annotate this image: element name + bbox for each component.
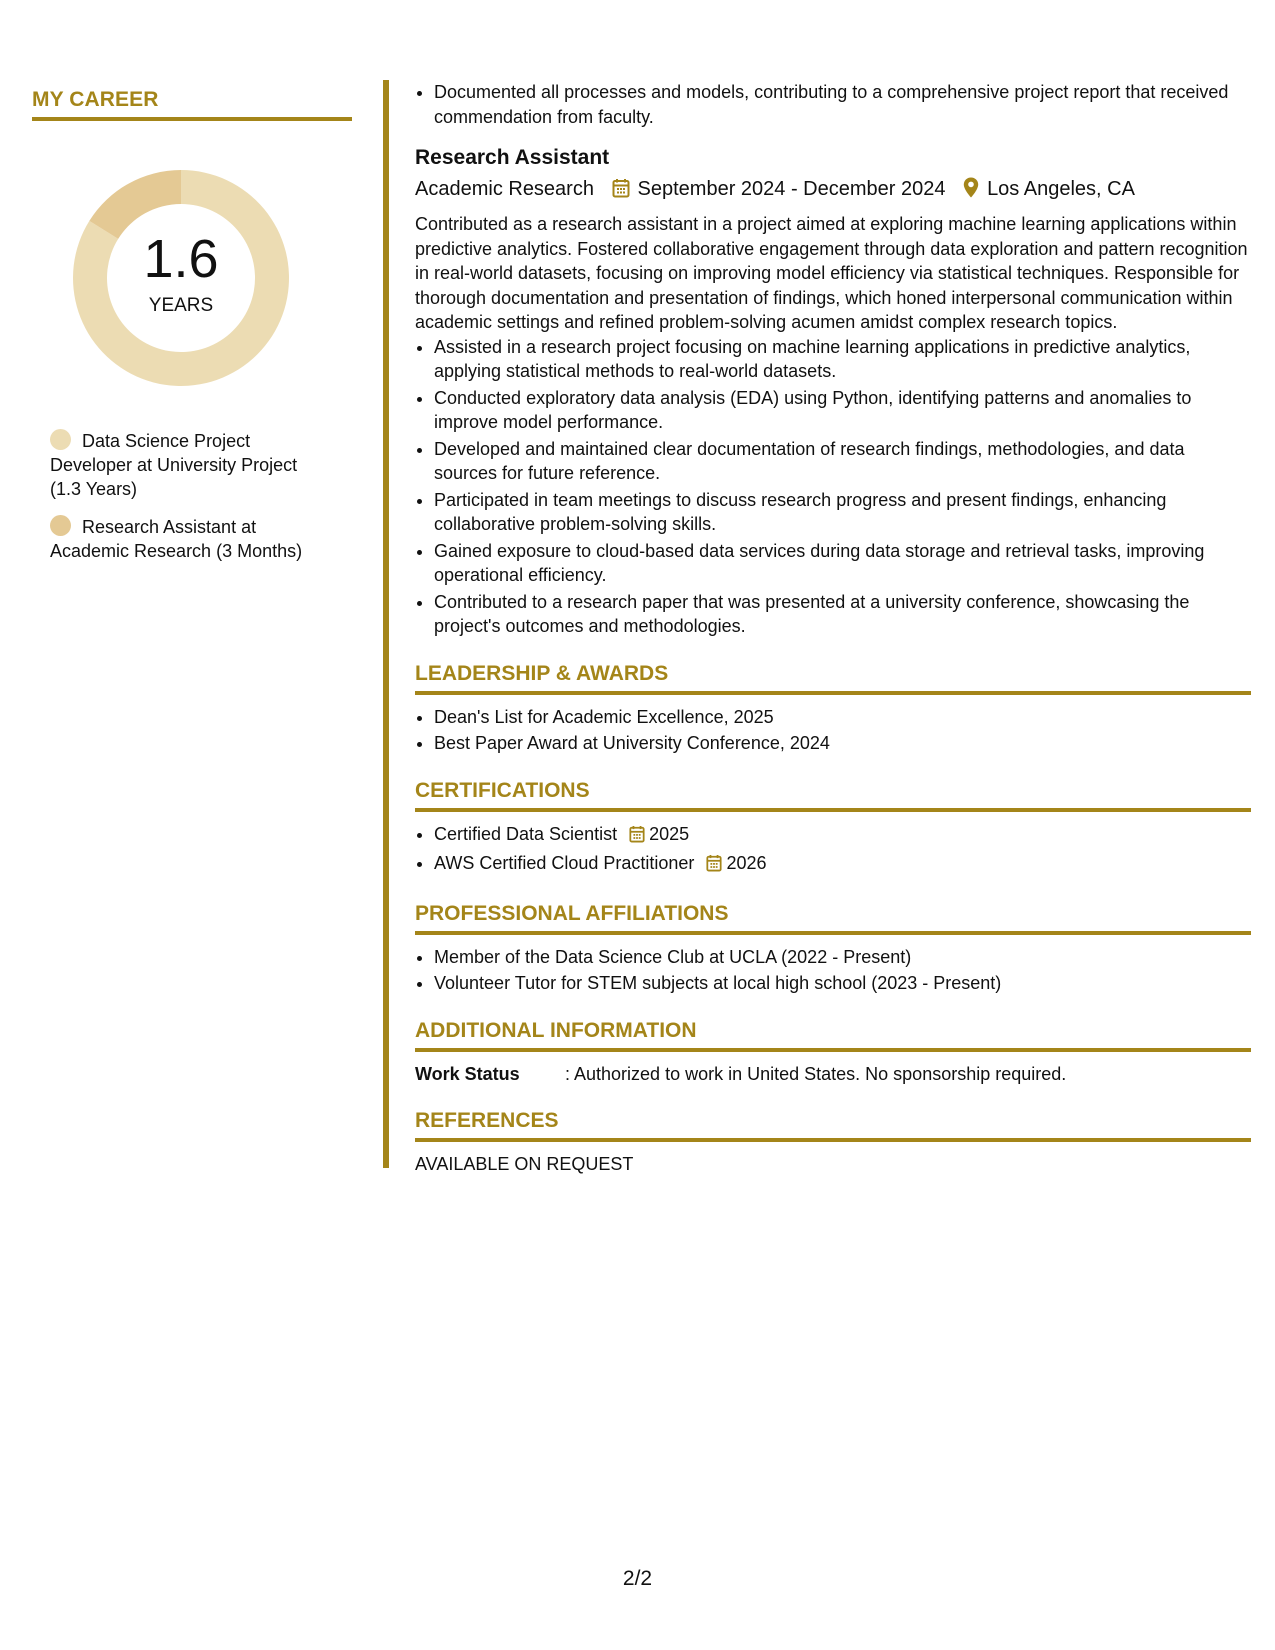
list-item: • Participated in team meetings to discuss research progress and present findings, enhancing collaborative problem-solving skills. <box>434 488 1251 537</box>
list-item: • Gained exposure to cloud-based data services during data storage and retrieval tasks, improving operational efficiency. <box>434 539 1251 588</box>
career-legend <box>50 429 325 563</box>
leadership-heading: LEADERSHIP & AWARDS <box>415 661 1251 695</box>
work-status-row <box>415 1062 1251 1087</box>
legend-dot <box>50 515 71 536</box>
leadership-list <box>415 705 1251 756</box>
column-divider <box>383 80 389 1168</box>
calendar-icon <box>612 178 630 206</box>
cert-name: AWS Certified Cloud Practitioner <box>434 853 695 873</box>
job-title: Research Assistant <box>415 146 610 169</box>
list-item: • Member of the Data Science Club at UCLA (2022 - Present) <box>434 945 1251 970</box>
main-content <box>415 80 1251 1177</box>
calendar-icon <box>629 825 645 850</box>
list-item <box>434 851 1251 879</box>
additional-info-heading: ADDITIONAL INFORMATION <box>415 1018 1251 1052</box>
legend-label: Data Science Project Developer at University Project (1.3 Years) <box>50 431 298 499</box>
legend-item <box>50 429 325 501</box>
work-status-label: Work Status <box>415 1063 520 1084</box>
job-bullets <box>415 335 1251 639</box>
affiliations-heading: PROFESSIONAL AFFILIATIONS <box>415 901 1251 935</box>
cert-year: 2026 <box>726 853 767 873</box>
previous-job-bullets <box>415 80 1251 129</box>
list-item <box>434 822 1251 850</box>
career-sidebar <box>32 88 352 577</box>
total-years-unit: YEARS <box>148 295 214 316</box>
career-donut-chart <box>66 163 296 393</box>
location-pin-icon <box>963 177 979 206</box>
list-item: • Documented all processes and models, contributing to a comprehensive project report that received commendation from faculty. <box>434 80 1251 129</box>
list-item: • Dean's List for Academic Excellence, 2025 <box>434 705 1251 730</box>
list-item: • Contributed to a research paper that was presented at a university conference, showcasing the project's outcomes and methodologies. <box>434 590 1251 639</box>
certifications-heading: CERTIFICATIONS <box>415 778 1251 812</box>
job-description: Contributed as a research assistant in a project aimed at exploring machine learning applications within predictive analytics. Fostered collaborative engagement through data exploration and pattern recognition in real-world datasets, focusing on improving model efficiency via statistical techniques. Responsible for thorough documentation and presentation of findings, which honed interpersonal communication within academic settings and refined problem-solving acumen amidst complex research topics. <box>415 214 1248 332</box>
work-status-value: : Authorized to work in United States. No sponsorship required. <box>565 1063 1067 1084</box>
list-item: • Assisted in a research project focusing on machine learning applications in predictive analytics, applying statistical methods to real-world datasets. <box>434 335 1251 384</box>
total-years-value: 1.6 <box>143 229 219 289</box>
job-meta <box>415 175 1251 206</box>
page-number: 2/2 <box>622 1567 653 1590</box>
cert-name: Certified Data Scientist <box>434 823 618 844</box>
calendar-icon <box>706 854 722 879</box>
job-company: Academic Research <box>415 178 594 200</box>
legend-dot <box>50 429 71 450</box>
list-item: • Conducted exploratory data analysis (EDA) using Python, identifying patterns and anomalies to improve model performance. <box>434 386 1251 435</box>
certifications-list <box>415 822 1251 879</box>
affiliations-list <box>415 945 1251 996</box>
references-text: AVAILABLE ON REQUEST <box>415 1154 634 1174</box>
career-title: MY CAREER <box>32 88 352 121</box>
legend-item <box>50 515 325 563</box>
job-dates: September 2024 - December 2024 <box>637 178 946 200</box>
list-item: • Developed and maintained clear documentation of research findings, methodologies, and data sources for future reference. <box>434 437 1251 486</box>
references-heading: REFERENCES <box>415 1108 1251 1142</box>
cert-year: 2025 <box>649 823 690 844</box>
job-location: Los Angeles, CA <box>987 178 1135 200</box>
legend-label: Research Assistant at Academic Research (3 Months) <box>50 517 303 561</box>
list-item: • Volunteer Tutor for STEM subjects at local high school (2023 - Present) <box>434 971 1251 996</box>
list-item: • Best Paper Award at University Conference, 2024 <box>434 731 1251 756</box>
